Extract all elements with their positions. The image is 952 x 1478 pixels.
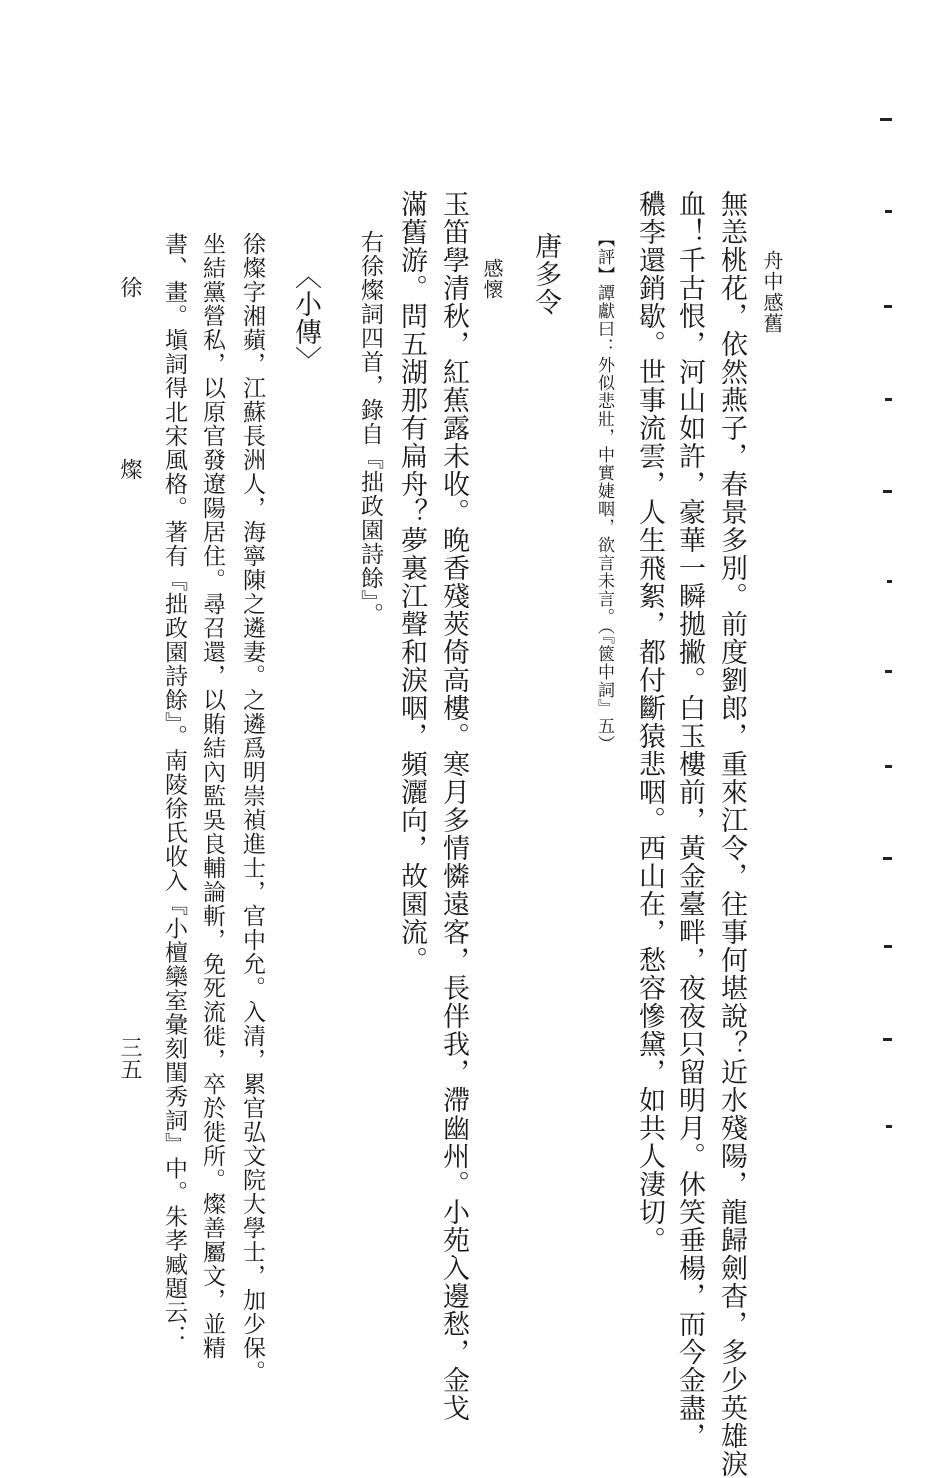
- margin-mark: [883, 490, 892, 493]
- tune-title: 唐多令: [530, 232, 561, 316]
- bio-line-3: 書、畫。塡詞得北宋風格。著有『拙政園詩餘』。南陵徐氏收入『小檀欒室彙刻閨秀詞』中。朱孝臧題云：: [161, 232, 187, 1349]
- margin-mark: [885, 670, 892, 673]
- running-head-author-1: 徐: [117, 276, 142, 298]
- margin-mark: [880, 118, 892, 121]
- poem1-line-2: 血！千古恨，河山如許，豪華一瞬拋撇。白玉樓前，黃金臺畔，夜夜只留明月。休笑垂楊，而今金盡，: [674, 190, 705, 1450]
- margin-mark: [884, 305, 892, 308]
- running-head-author-2: 燦: [117, 458, 142, 480]
- margin-mark: [885, 210, 892, 213]
- margin-mark: [885, 398, 892, 401]
- page-number: 三五: [117, 1036, 142, 1080]
- poem2-line-1: 玉笛學清秋，紅蕉露未收。晚香殘莢倚高樓。寒月多情憐遠客，長伴我，滯幽州。小苑入邊愁，金戈: [438, 190, 469, 1422]
- poem1-line-3: 穠李還銷歇。世事流雲，人生飛絮，都付斷猿悲咽。西山在，愁容慘黛，如共人淒切。: [634, 190, 665, 1254]
- margin-mark: [887, 580, 892, 583]
- margin-mark: [883, 857, 892, 860]
- poem1-line-1: 無恙桃花，依然燕子，春景多別。前度劉郎，重來江令，往事何堪說？近水殘陽，龍歸劍杳，多少英雄淚: [716, 190, 747, 1478]
- poem1-comment: 【評】譚獻曰：外似悲壯，中實婕咽，欲言未言。（『篋中詞』五）: [594, 230, 614, 753]
- poem1-subtitle: 舟中感舊: [760, 250, 784, 334]
- bio-line-2: 坐結黨營私，以原官發遼陽居住。尋召還，以賄結內監吳良輔論斬，免死流徙，卒於徙所。燦善屬文，並精: [199, 232, 225, 1360]
- source-note: 右徐燦詞四首，錄自『拙政園詩餘』。: [357, 230, 383, 627]
- bio-line-1: 徐燦字湘蘋，江蘇長洲人，海寧陳之遴妻。之遴爲明崇禎進士，官中允。入清，累官弘文院大學士，加少保。: [239, 232, 265, 1384]
- bio-heading: 〈小傳〉: [290, 262, 321, 374]
- margin-mark: [885, 765, 892, 768]
- margin-mark: [884, 945, 892, 948]
- poem2-line-2: 滿舊游。問五湖那有扁舟？夢裏江聲和淚咽，頻灑向，故園流。: [396, 190, 427, 974]
- poem2-subtitle: 感懷: [480, 258, 504, 300]
- margin-mark: [886, 1125, 892, 1128]
- margin-mark: [883, 1038, 892, 1041]
